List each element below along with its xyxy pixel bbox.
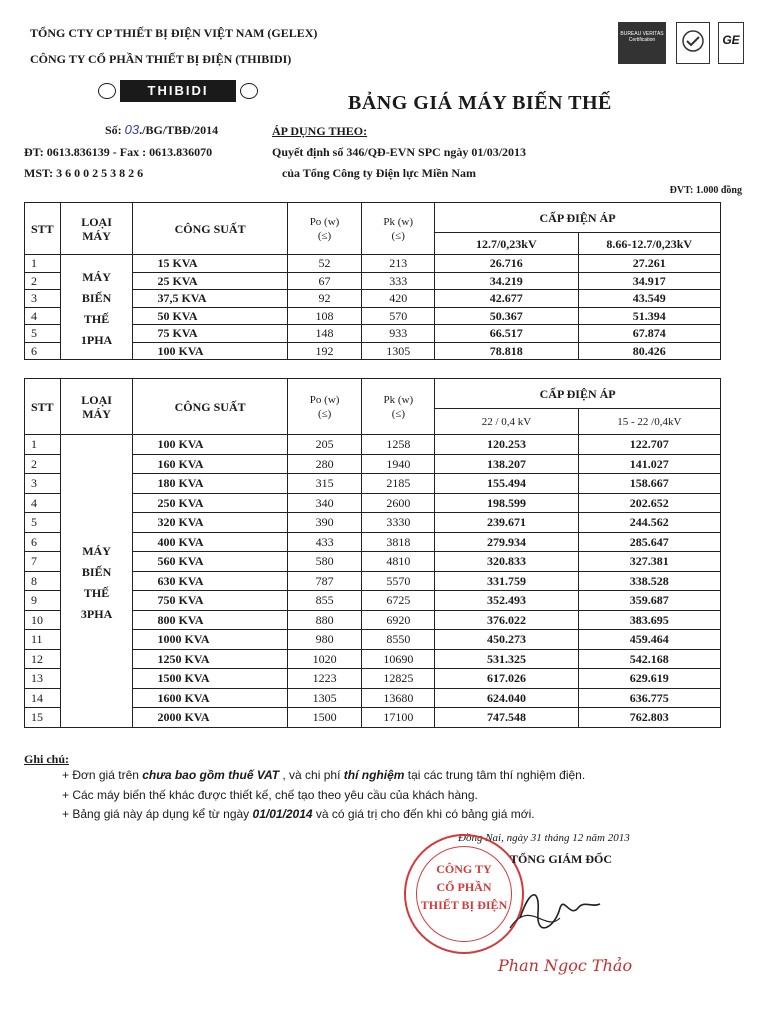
cell-price-2: 244.562 [578, 513, 720, 533]
cell-machine-type: MÁY BIẾN THẾ 3PHA [60, 435, 133, 728]
cell-pk: 570 [362, 307, 435, 325]
cell-capacity: 1250 KVA [133, 649, 287, 669]
doc-number-suffix: ./BG/TBĐ/2014 [139, 123, 219, 137]
cell-price-1: 42.677 [435, 290, 578, 308]
cell-price-1: 34.219 [435, 272, 578, 290]
cell-price-2: 27.261 [578, 255, 720, 273]
cell-price-1: 78.818 [435, 342, 578, 360]
cell-pk: 213 [362, 255, 435, 273]
phone-fax: ĐT: 0613.836139 - Fax : 0613.836070 [24, 145, 213, 159]
cell-po: 1500 [287, 708, 362, 728]
cell-pk: 1940 [362, 454, 435, 474]
cell-capacity: 2000 KVA [133, 708, 287, 728]
col-po: Po (w) (≤) [287, 203, 362, 255]
cell-price-2: 383.695 [578, 610, 720, 630]
logo-ring-left-icon [98, 83, 116, 99]
cell-po: 280 [287, 454, 362, 474]
cell-price-1: 198.599 [435, 493, 578, 513]
cell-pk: 8550 [362, 630, 435, 650]
cell-price-1: 617.026 [435, 669, 578, 689]
place-date: Đồng Nai, ngày 31 tháng 12 năm 2013 [458, 832, 630, 844]
note-2: + Các máy biến thế khác được thiết kế, chế tạo theo yêu cầu của khách hàng. [62, 788, 478, 802]
cell-stt: 15 [25, 708, 61, 728]
cell-capacity: 320 KVA [133, 513, 287, 533]
company-parent: TỔNG CTY CP THIẾT BỊ ĐIỆN VIỆT NAM (GELEX) [30, 26, 318, 40]
cell-capacity: 75 KVA [133, 325, 287, 343]
cell-stt: 9 [25, 591, 61, 611]
cell-stt: 6 [25, 532, 61, 552]
table-row [25, 255, 721, 273]
cell-stt: 4 [25, 493, 61, 513]
cell-po: 880 [287, 610, 362, 630]
doc-number-handwritten: 03 [124, 122, 140, 137]
page-title: BẢNG GIÁ MÁY BIẾN THẾ [348, 92, 612, 114]
cell-price-2: 285.647 [578, 532, 720, 552]
doc-number-label: Số: [105, 123, 122, 137]
document-number [105, 122, 218, 138]
col-pk: Pk (w) (≤) [362, 379, 435, 435]
cell-price-1: 66.517 [435, 325, 578, 343]
tax-code: MST: 3 6 0 0 2 5 3 8 2 6 [24, 166, 144, 180]
cell-pk: 933 [362, 325, 435, 343]
cell-price-1: 120.253 [435, 435, 578, 455]
cell-price-1: 531.325 [435, 649, 578, 669]
certification-logos [618, 22, 744, 64]
cell-po: 433 [287, 532, 362, 552]
col-pk: Pk (w) (≤) [362, 203, 435, 255]
col-type: LOẠI MÁY [60, 203, 133, 255]
signature-icon [500, 878, 610, 938]
cell-price-2: 80.426 [578, 342, 720, 360]
bureau-veritas-cert: BUREAU VERITAS Certification [618, 22, 666, 64]
cell-capacity: 100 KVA [133, 342, 287, 360]
cell-stt: 1 [25, 255, 61, 273]
logo-ring-right-icon [240, 83, 258, 99]
notes-label: Ghi chú: [24, 752, 70, 766]
cell-stt: 10 [25, 610, 61, 630]
cell-pk: 2185 [362, 474, 435, 494]
cell-pk: 17100 [362, 708, 435, 728]
cell-po: 315 [287, 474, 362, 494]
col-capacity: CÔNG SUẤT [133, 379, 287, 435]
cell-price-2: 122.707 [578, 435, 720, 455]
cell-po: 580 [287, 552, 362, 572]
cell-price-2: 542.168 [578, 649, 720, 669]
cell-po: 340 [287, 493, 362, 513]
cell-stt: 1 [25, 435, 61, 455]
cell-machine-type: MÁY BIẾN THẾ 1PHA [60, 255, 133, 360]
cell-price-1: 352.493 [435, 591, 578, 611]
cell-price-2: 762.803 [578, 708, 720, 728]
cell-stt: 8 [25, 571, 61, 591]
signer-name: Phan Ngọc Thảo [498, 956, 633, 975]
cell-capacity: 1600 KVA [133, 688, 287, 708]
cell-price-2: 67.874 [578, 325, 720, 343]
price-table-1pha [24, 202, 721, 360]
col-type: LOẠI MÁY [60, 379, 133, 435]
cell-po: 192 [287, 342, 362, 360]
col-stt: STT [25, 379, 61, 435]
price-table-3pha [24, 378, 721, 728]
cell-capacity: 1500 KVA [133, 669, 287, 689]
cell-stt: 2 [25, 272, 61, 290]
cell-stt: 5 [25, 325, 61, 343]
cell-capacity: 800 KVA [133, 610, 287, 630]
ge-cert: GE [718, 22, 744, 64]
col-voltage-1: 12.7/0,23kV [435, 233, 578, 255]
cell-capacity: 400 KVA [133, 532, 287, 552]
cell-po: 1223 [287, 669, 362, 689]
cell-stt: 11 [25, 630, 61, 650]
director-title: TỔNG GIÁM ĐỐC [510, 852, 612, 866]
cell-price-2: 636.775 [578, 688, 720, 708]
cell-po: 205 [287, 435, 362, 455]
company-name: CÔNG TY CỔ PHẦN THIẾT BỊ ĐIỆN (THIBIDI) [30, 52, 292, 66]
cell-price-1: 624.040 [435, 688, 578, 708]
note-1: + Đơn giá trên chưa bao gồm thuế VAT , và chi phí thí nghiệm tại các trung tâm thí nghiệm điện. [62, 768, 586, 782]
cell-pk: 6920 [362, 610, 435, 630]
cell-price-2: 327.381 [578, 552, 720, 572]
cell-price-2: 629.619 [578, 669, 720, 689]
notes [24, 752, 586, 821]
cell-stt: 12 [25, 649, 61, 669]
cell-price-1: 239.671 [435, 513, 578, 533]
cell-price-2: 34.917 [578, 272, 720, 290]
apply-label: ÁP DỤNG THEO: [272, 124, 368, 138]
thibidi-logo [98, 80, 258, 102]
cell-price-2: 43.549 [578, 290, 720, 308]
cell-price-1: 450.273 [435, 630, 578, 650]
cell-po: 1305 [287, 688, 362, 708]
cell-price-1: 279.934 [435, 532, 578, 552]
cell-capacity: 37,5 KVA [133, 290, 287, 308]
cell-price-1: 50.367 [435, 307, 578, 325]
decision-issuer: của Tổng Công ty Điện lực Miền Nam [282, 166, 476, 180]
cell-price-1: 26.716 [435, 255, 578, 273]
cell-price-2: 359.687 [578, 591, 720, 611]
cell-pk: 6725 [362, 591, 435, 611]
cell-pk: 1305 [362, 342, 435, 360]
cell-price-1: 138.207 [435, 454, 578, 474]
cell-capacity: 15 KVA [133, 255, 287, 273]
cell-pk: 3330 [362, 513, 435, 533]
cell-po: 148 [287, 325, 362, 343]
cell-capacity: 180 KVA [133, 474, 287, 494]
cell-price-2: 141.027 [578, 454, 720, 474]
cell-price-2: 51.394 [578, 307, 720, 325]
cell-price-2: 202.652 [578, 493, 720, 513]
cell-capacity: 100 KVA [133, 435, 287, 455]
col-voltage: CẤP ĐIỆN ÁP [435, 203, 721, 233]
cell-price-1: 376.022 [435, 610, 578, 630]
cell-stt: 3 [25, 290, 61, 308]
cell-stt: 13 [25, 669, 61, 689]
cell-stt: 6 [25, 342, 61, 360]
col-voltage: CẤP ĐIỆN ÁP [435, 379, 721, 409]
logo-plate: THIBIDI [120, 80, 236, 102]
cell-capacity: 25 KVA [133, 272, 287, 290]
cell-price-1: 155.494 [435, 474, 578, 494]
cell-po: 108 [287, 307, 362, 325]
table-row [25, 435, 721, 455]
cell-po: 1020 [287, 649, 362, 669]
col-stt: STT [25, 203, 61, 255]
cell-pk: 1258 [362, 435, 435, 455]
cell-price-1: 747.548 [435, 708, 578, 728]
cell-po: 855 [287, 591, 362, 611]
quality-cert-icon [676, 22, 710, 64]
cell-po: 390 [287, 513, 362, 533]
cell-po: 980 [287, 630, 362, 650]
cell-stt: 4 [25, 307, 61, 325]
cell-price-1: 331.759 [435, 571, 578, 591]
cell-capacity: 250 KVA [133, 493, 287, 513]
col-voltage-1: 22 / 0,4 kV [435, 409, 578, 435]
cell-capacity: 750 KVA [133, 591, 287, 611]
cell-stt: 7 [25, 552, 61, 572]
cell-capacity: 160 KVA [133, 454, 287, 474]
cell-capacity: 560 KVA [133, 552, 287, 572]
col-voltage-2: 15 - 22 /0,4kV [578, 409, 720, 435]
col-voltage-2: 8.66-12.7/0,23kV [578, 233, 720, 255]
cell-stt: 5 [25, 513, 61, 533]
cell-stt: 14 [25, 688, 61, 708]
cell-pk: 3818 [362, 532, 435, 552]
cell-po: 52 [287, 255, 362, 273]
cell-po: 92 [287, 290, 362, 308]
cell-capacity: 1000 KVA [133, 630, 287, 650]
cell-po: 787 [287, 571, 362, 591]
cell-po: 67 [287, 272, 362, 290]
cell-pk: 12825 [362, 669, 435, 689]
decision-ref: Quyết định số 346/QĐ-EVN SPC ngày 01/03/2013 [272, 145, 527, 159]
cell-pk: 2600 [362, 493, 435, 513]
cell-pk: 13680 [362, 688, 435, 708]
cell-price-2: 338.528 [578, 571, 720, 591]
cell-pk: 333 [362, 272, 435, 290]
cell-price-1: 320.833 [435, 552, 578, 572]
cell-pk: 10690 [362, 649, 435, 669]
cell-pk: 4810 [362, 552, 435, 572]
cell-capacity: 50 KVA [133, 307, 287, 325]
col-capacity: CÔNG SUẤT [133, 203, 287, 255]
cell-capacity: 630 KVA [133, 571, 287, 591]
cell-pk: 420 [362, 290, 435, 308]
cell-price-2: 158.667 [578, 474, 720, 494]
cell-pk: 5570 [362, 571, 435, 591]
cell-stt: 3 [25, 474, 61, 494]
currency-unit: ĐVT: 1.000 đồng [669, 185, 742, 196]
cell-price-2: 459.464 [578, 630, 720, 650]
note-3: + Bảng giá này áp dụng kể từ ngày 01/01/2014 và có giá trị cho đến khi có bảng giá mới. [62, 807, 535, 821]
company-stamp: CÔNG TY CỔ PHẦN THIẾT BỊ ĐIỆN [404, 834, 524, 954]
col-po: Po (w) (≤) [287, 379, 362, 435]
cell-stt: 2 [25, 454, 61, 474]
